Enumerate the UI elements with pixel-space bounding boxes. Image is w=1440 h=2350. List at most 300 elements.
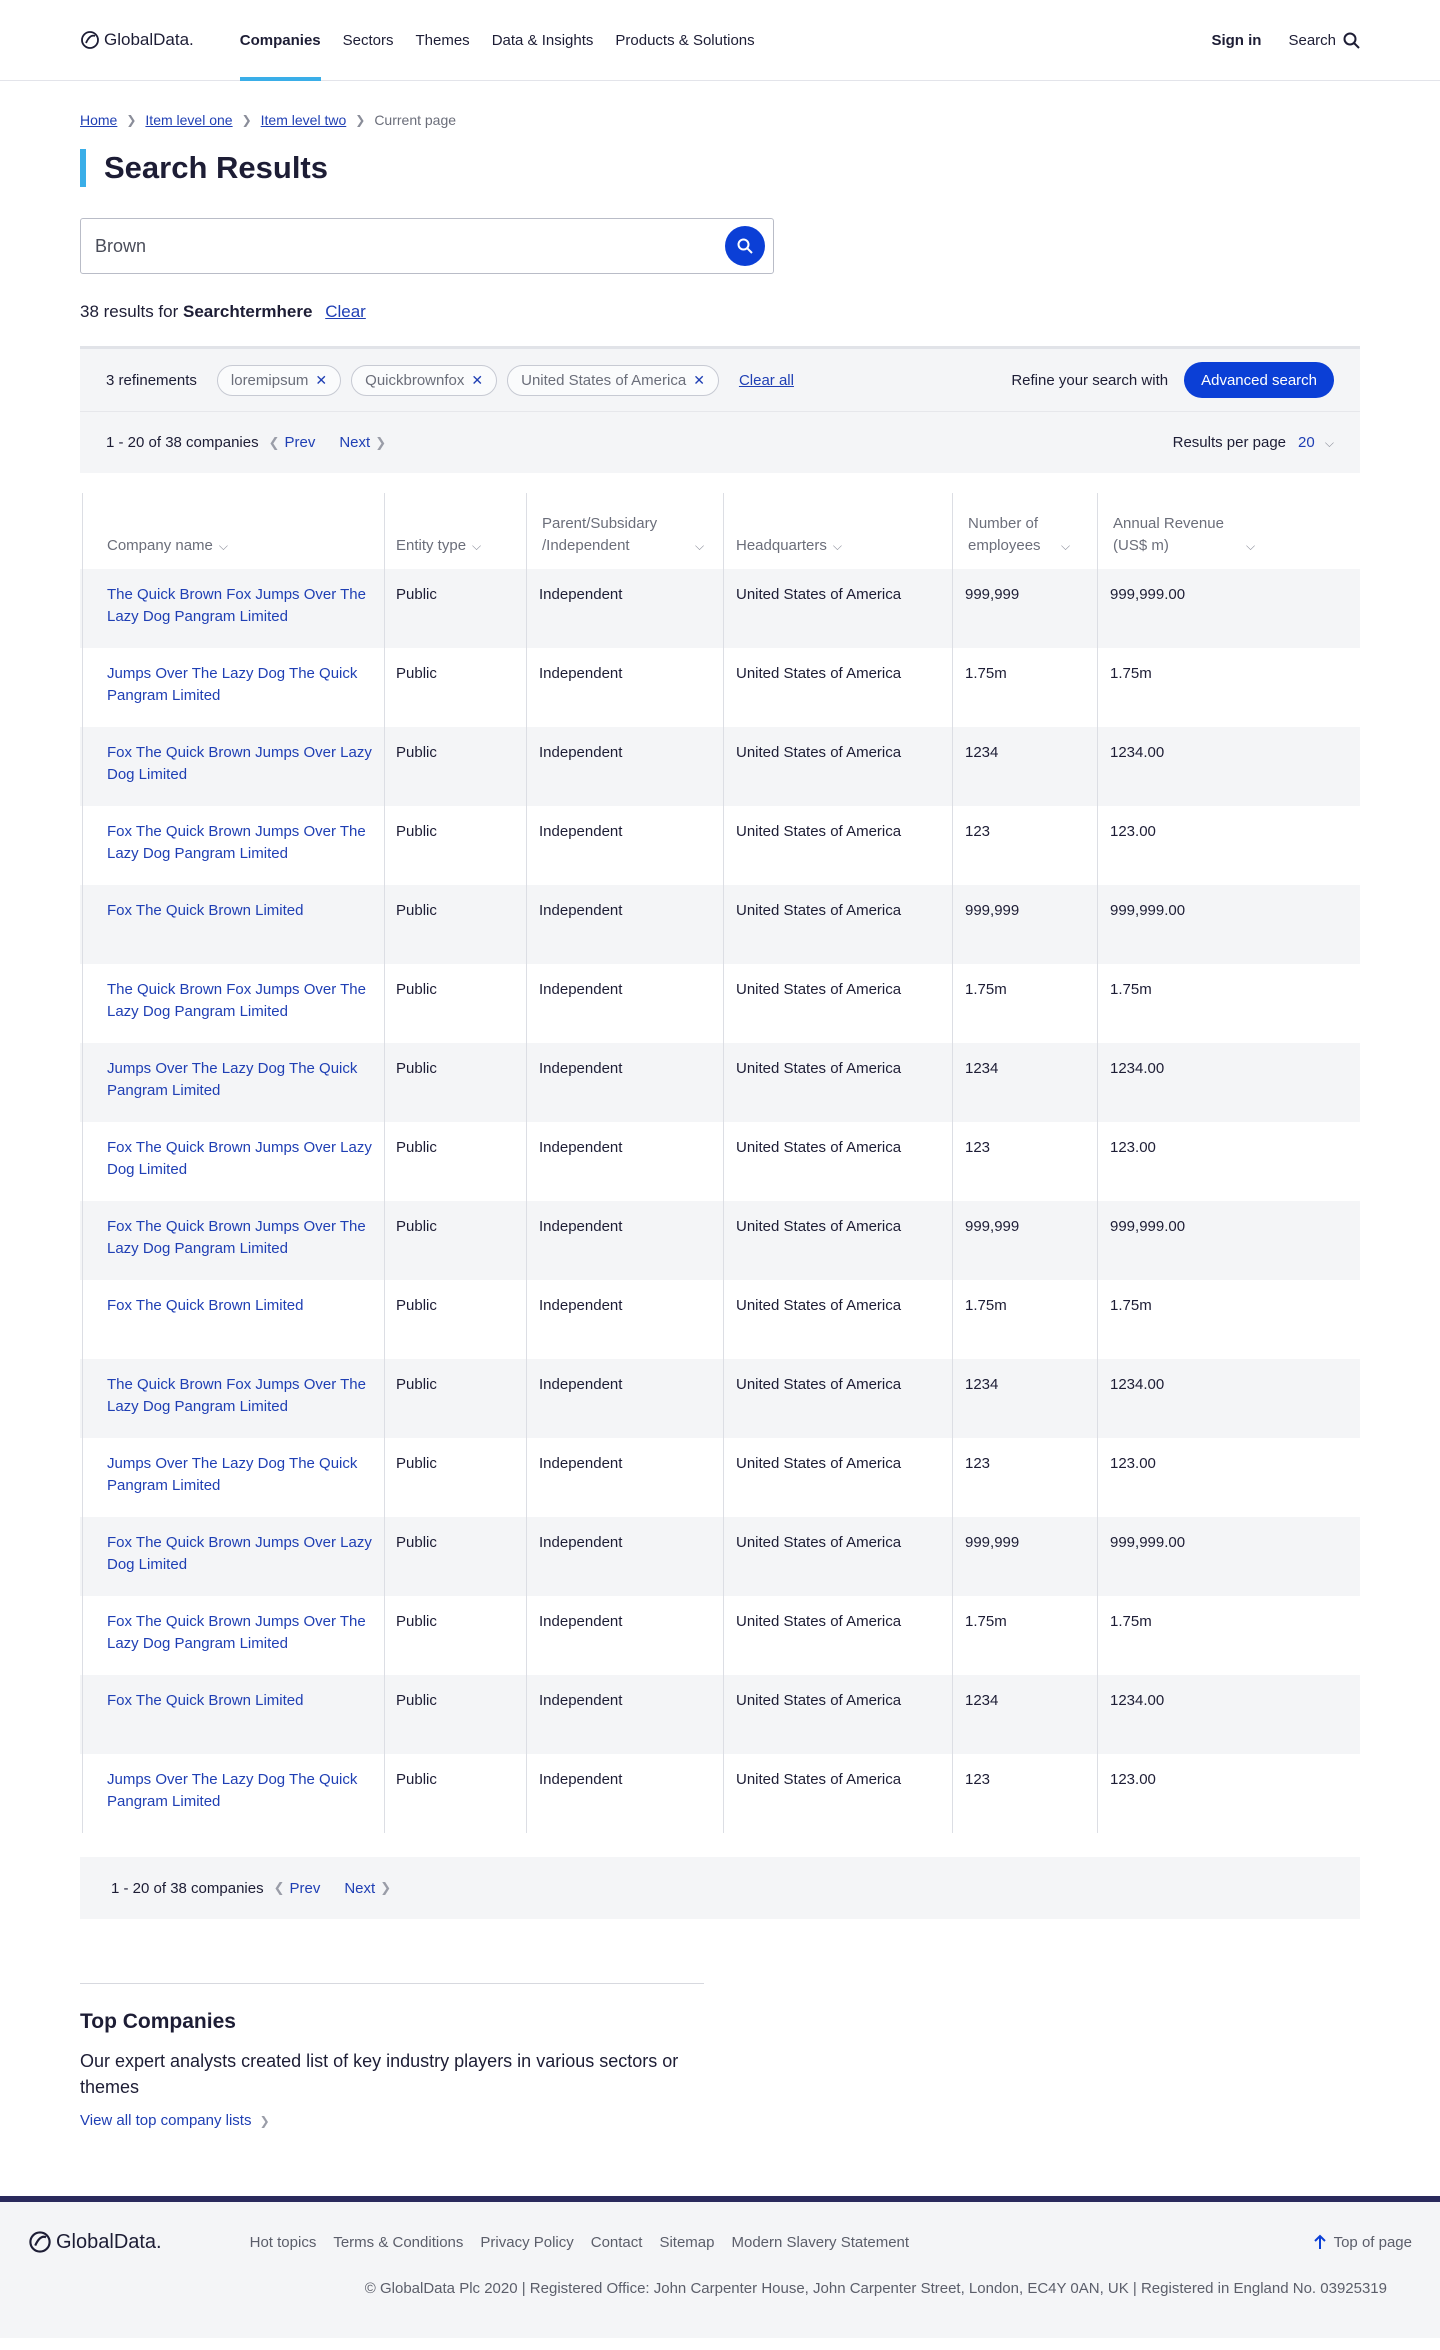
top-companies-description: Our expert analysts created list of key industry players in various sectors or themes: [80, 2051, 679, 2097]
table-cell: [1095, 1517, 1360, 1596]
footer-link-sitemap[interactable]: Sitemap: [659, 2233, 715, 2251]
table-cell: [80, 885, 382, 964]
th-label: Entity type: [396, 537, 467, 554]
table-row: [80, 1201, 1360, 1280]
companies-table: [80, 493, 1360, 1833]
rpp-select[interactable]: [1298, 434, 1334, 451]
nav-themes[interactable]: Themes: [415, 31, 470, 49]
table-cell: [382, 964, 524, 1043]
employees-cell: 1.75m: [965, 1297, 1007, 1314]
table-cell: [721, 1438, 950, 1517]
entity-type-cell: Public: [396, 1455, 437, 1472]
revenue-cell: 999,999.00: [1110, 586, 1186, 603]
employees-cell: 1234: [965, 1060, 999, 1077]
view-top-companies-link[interactable]: [80, 2112, 270, 2129]
close-icon[interactable]: ✕: [471, 371, 484, 388]
entity-type-cell: Public: [396, 1771, 437, 1788]
copyright: © GlobalData Plc 2020 | Registered Office: John Carpenter House, John Carpenter Street, London, EC4Y 0AN, UK | Registered in England No. 03925319: [364, 2280, 1387, 2297]
breadcrumb: [80, 112, 1360, 128]
table-cell: [950, 727, 1095, 806]
table-cell: [1095, 806, 1360, 885]
th-employees[interactable]: [950, 493, 1095, 569]
company-name-link[interactable]: The Quick Brown Fox Jumps Over The Lazy Dog Pangram Limited: [107, 981, 366, 1020]
table-cell: [80, 1754, 382, 1833]
globaldata-logo[interactable]: [80, 30, 194, 50]
table-cell: [1095, 964, 1360, 1043]
table-cell: [721, 1122, 950, 1201]
entity-type-cell: Public: [396, 586, 437, 603]
table-cell: [524, 1280, 721, 1359]
employees-cell: 123: [965, 1455, 991, 1472]
breadcrumb-level-one[interactable]: Item level one: [145, 112, 233, 128]
pagination-bottom: [80, 1857, 1360, 1919]
employees-cell: 999,999: [965, 1534, 1020, 1551]
table-row: [80, 1754, 1360, 1833]
th-label: Annual Revenue (US$ m): [1113, 515, 1224, 554]
chip-label: Quickbrownfox: [365, 371, 465, 389]
employees-cell: 123: [965, 823, 991, 840]
table-cell: [950, 1201, 1095, 1280]
table-cell: [721, 1043, 950, 1122]
revenue-cell: 123.00: [1110, 1455, 1156, 1472]
parent-cell: Independent: [539, 1692, 623, 1709]
parent-cell: Independent: [539, 902, 623, 919]
entity-type-cell: Public: [396, 1218, 437, 1235]
table-row: [80, 727, 1360, 806]
chevron-right-icon: ❯: [259, 2114, 270, 2128]
table-cell: [80, 1517, 382, 1596]
parent-cell: Independent: [539, 1455, 623, 1472]
employees-cell: 1234: [965, 1376, 999, 1393]
employees-cell: 1234: [965, 1692, 999, 1709]
table-cell: [721, 806, 950, 885]
table-row: [80, 569, 1360, 648]
table-cell: [524, 1122, 721, 1201]
chevron-down-icon: ⌵: [1324, 436, 1334, 450]
employees-cell: 1.75m: [965, 981, 1007, 998]
refinement-chip: [507, 365, 719, 396]
breadcrumb-home[interactable]: Home: [80, 112, 118, 128]
employees-cell: 1.75m: [965, 1613, 1007, 1630]
company-name-link[interactable]: Fox The Quick Brown Jumps Over The Lazy Dog Pangram Limited: [107, 1218, 366, 1257]
table-row: [80, 806, 1360, 885]
entity-type-cell: Public: [396, 1297, 437, 1314]
table-cell: [524, 806, 721, 885]
close-icon[interactable]: ✕: [315, 371, 328, 388]
revenue-cell: 1.75m: [1110, 981, 1152, 998]
company-name-link[interactable]: Jumps Over The Lazy Dog The Quick Pangram Limited: [107, 1060, 358, 1099]
headquarters-cell: United States of America: [736, 1376, 902, 1393]
top-companies-section: [80, 1983, 704, 2130]
employees-cell: 123: [965, 1771, 991, 1788]
company-name-link[interactable]: Fox The Quick Brown Jumps Over The Lazy Dog Pangram Limited: [107, 823, 366, 862]
table-row: [80, 1517, 1360, 1596]
advanced-search-button[interactable]: Advanced search: [1184, 362, 1334, 398]
entity-type-cell: Public: [396, 1139, 437, 1156]
table-cell: [950, 1596, 1095, 1675]
company-name-link[interactable]: Jumps Over The Lazy Dog The Quick Pangram Limited: [107, 665, 358, 704]
table-cell: [1095, 885, 1360, 964]
search-input[interactable]: [95, 236, 725, 257]
table-cell: [80, 648, 382, 727]
company-name-link[interactable]: Fox The Quick Brown Jumps Over The Lazy Dog Pangram Limited: [107, 1613, 366, 1652]
table-cell: [950, 569, 1095, 648]
table-cell: [80, 964, 382, 1043]
table-cell: [382, 648, 524, 727]
search-submit-button[interactable]: [725, 226, 765, 266]
top-companies-title: Top Companies: [80, 2010, 236, 2033]
table-row: [80, 648, 1360, 727]
results-term: Searchtermhere: [183, 302, 313, 321]
table-cell: [524, 1201, 721, 1280]
parent-cell: Independent: [539, 1060, 623, 1077]
main-content: [0, 112, 1440, 2130]
entity-type-cell: Public: [396, 981, 437, 998]
table-cell: [721, 885, 950, 964]
company-name-link[interactable]: Fox The Quick Brown Jumps Over Lazy Dog Limited: [107, 744, 372, 783]
clear-search-link[interactable]: Clear: [325, 302, 366, 321]
breadcrumb-level-two[interactable]: Item level two: [260, 112, 347, 128]
globaldata-logo-icon: [28, 2230, 52, 2254]
refinements-count: 3 refinements: [106, 371, 197, 389]
prev-button[interactable]: Prev: [289, 1879, 321, 1897]
company-name-link[interactable]: Fox The Quick Brown Limited: [107, 902, 304, 919]
page-title: Search Results: [80, 149, 1360, 187]
table-cell: [382, 1043, 524, 1122]
headquarters-cell: United States of America: [736, 902, 902, 919]
table-row: [80, 964, 1360, 1043]
pagination-range: 1 - 20 of 38 companies: [111, 1879, 264, 1897]
th-annual-revenue[interactable]: [1095, 493, 1360, 569]
nav-companies[interactable]: Companies: [240, 0, 321, 81]
nav-data-insights[interactable]: Data & Insights: [491, 31, 594, 49]
table-cell: [721, 727, 950, 806]
footer-link-terms[interactable]: Terms & Conditions: [333, 2233, 464, 2251]
revenue-cell: 1.75m: [1110, 1297, 1152, 1314]
entity-type-cell: Public: [396, 1060, 437, 1077]
next-button[interactable]: Next: [344, 1879, 376, 1897]
entity-type-cell: Public: [396, 744, 437, 761]
employees-cell: 999,999: [965, 586, 1020, 603]
table-cell: [950, 1043, 1095, 1122]
employees-cell: 1234: [965, 744, 999, 761]
table-cell: [382, 569, 524, 648]
next-button[interactable]: Next: [339, 434, 371, 451]
table-cell: [524, 1675, 721, 1754]
table-cell: [950, 1517, 1095, 1596]
table-cell: [382, 885, 524, 964]
headquarters-cell: United States of America: [736, 1218, 902, 1235]
table-cell: [524, 648, 721, 727]
table-cell: [721, 1754, 950, 1833]
entity-type-cell: Public: [396, 665, 437, 682]
employees-cell: 999,999: [965, 902, 1020, 919]
table-cell: [1095, 727, 1360, 806]
table-cell: [524, 1596, 721, 1675]
table-cell: [1095, 1122, 1360, 1201]
footer-link-hot-topics[interactable]: Hot topics: [249, 2233, 317, 2251]
refinement-chip: [217, 365, 341, 396]
table-cell: [1095, 1280, 1360, 1359]
revenue-cell: 999,999.00: [1110, 1534, 1186, 1551]
table-cell: [524, 1517, 721, 1596]
th-content: [539, 513, 704, 557]
revenue-cell: 1234.00: [1110, 1692, 1165, 1709]
parent-cell: Independent: [539, 665, 623, 682]
prev-button[interactable]: Prev: [284, 434, 316, 451]
table-cell: [382, 727, 524, 806]
chevron-right-icon: ❯: [375, 434, 387, 450]
employees-cell: 1.75m: [965, 665, 1007, 682]
table-cell: [1095, 1596, 1360, 1675]
headquarters-cell: United States of America: [736, 1297, 902, 1314]
arrow-up-icon: [1313, 2234, 1327, 2250]
company-name-link[interactable]: Jumps Over The Lazy Dog The Quick Pangram Limited: [107, 1771, 358, 1810]
headquarters-cell: United States of America: [736, 744, 902, 761]
table-cell: [524, 1438, 721, 1517]
table-cell: [721, 648, 950, 727]
parent-cell: Independent: [539, 1376, 623, 1393]
table-cell: [80, 1438, 382, 1517]
main-nav: [240, 0, 777, 81]
table-cell: [950, 1675, 1095, 1754]
view-link-label: View all top company lists: [80, 2112, 252, 2129]
company-name-link[interactable]: The Quick Brown Fox Jumps Over The Lazy Dog Pangram Limited: [107, 586, 366, 625]
table-cell: [80, 1596, 382, 1675]
table-cell: [950, 1280, 1095, 1359]
close-icon[interactable]: ✕: [693, 371, 705, 388]
revenue-cell: 1.75m: [1110, 1613, 1152, 1630]
entity-type-cell: Public: [396, 1613, 437, 1630]
table-cell: [950, 1438, 1095, 1517]
chip-label: United States of America: [521, 371, 687, 389]
employees-cell: 999,999: [965, 1218, 1020, 1235]
employees-cell: 123: [965, 1139, 991, 1156]
parent-cell: Independent: [539, 1613, 623, 1630]
nav-products-solutions[interactable]: Products & Solutions: [615, 31, 755, 49]
headquarters-cell: United States of America: [736, 1139, 902, 1156]
company-name-link[interactable]: Fox The Quick Brown Jumps Over Lazy Dog Limited: [107, 1139, 372, 1178]
th-label: Company name: [107, 537, 213, 554]
table-cell: [80, 569, 382, 648]
th-label: Number of employees: [968, 515, 1041, 554]
table-cell: [382, 1359, 524, 1438]
table-cell: [382, 1675, 524, 1754]
table-cell: [721, 964, 950, 1043]
table-cell: [524, 964, 721, 1043]
headquarters-cell: United States of America: [736, 1060, 902, 1077]
table-header: [80, 493, 1360, 569]
headquarters-cell: United States of America: [736, 1692, 902, 1709]
table-row: [80, 1280, 1360, 1359]
table-cell: [524, 1043, 721, 1122]
entity-type-cell: Public: [396, 1692, 437, 1709]
table-cell: [950, 1122, 1095, 1201]
table-cell: [950, 1754, 1095, 1833]
table-cell: [1095, 1675, 1360, 1754]
table-cell: [721, 1675, 950, 1754]
table-cell: [80, 1359, 382, 1438]
headquarters-cell: United States of America: [736, 586, 902, 603]
revenue-cell: 1234.00: [1110, 1060, 1165, 1077]
table-cell: [721, 1280, 950, 1359]
headquarters-cell: United States of America: [736, 665, 902, 682]
site-footer: [0, 2196, 1440, 2338]
chevron-left-icon: ❮: [268, 434, 280, 450]
parent-cell: Independent: [539, 1297, 623, 1314]
table-cell: [80, 1122, 382, 1201]
company-name-link[interactable]: The Quick Brown Fox Jumps Over The Lazy Dog Pangram Limited: [107, 1376, 366, 1415]
table-cell: [80, 806, 382, 885]
search-icon: [737, 238, 753, 254]
chevron-down-icon: ⌵: [695, 539, 705, 553]
footer-link-contact[interactable]: Contact: [590, 2233, 643, 2251]
footer-link-privacy[interactable]: Privacy Policy: [480, 2233, 574, 2251]
table-cell: [721, 569, 950, 648]
table-cell: [382, 1122, 524, 1201]
revenue-cell: 999,999.00: [1110, 1218, 1186, 1235]
table-cell: [1095, 1359, 1360, 1438]
table-cell: [80, 1043, 382, 1122]
chip-label: loremipsum: [230, 371, 309, 389]
table-cell: [382, 1754, 524, 1833]
th-label: Headquarters: [736, 537, 827, 554]
table-cell: [950, 885, 1095, 964]
table-cell: [382, 1438, 524, 1517]
breadcrumb-current: Current page: [374, 112, 457, 128]
header-search-label: Search: [1288, 31, 1336, 49]
top-of-page-link[interactable]: [1313, 2234, 1412, 2251]
clear-all-link[interactable]: Clear all: [738, 371, 794, 389]
entity-type-cell: Public: [396, 1376, 437, 1393]
parent-cell: Independent: [539, 981, 623, 998]
table-cell: [1095, 1438, 1360, 1517]
pagination-range: 1 - 20 of 38 companies: [106, 434, 259, 451]
sign-in-link[interactable]: Sign in: [1211, 31, 1262, 49]
chevron-down-icon: ⌵: [832, 539, 842, 553]
chevron-down-icon: ⌵: [1246, 539, 1256, 553]
th-company-name[interactable]: [80, 493, 382, 569]
parent-cell: Independent: [539, 1534, 623, 1551]
results-per-page: [1173, 434, 1334, 451]
header-search-button[interactable]: [1288, 32, 1360, 49]
footer-link-modern-slavery[interactable]: Modern Slavery Statement: [731, 2233, 910, 2251]
th-label: Parent/Subsidary /Independent: [542, 515, 658, 554]
th-parent-subsidiary[interactable]: [524, 493, 721, 569]
headquarters-cell: United States of America: [736, 1613, 902, 1630]
table-row: [80, 1596, 1360, 1675]
headquarters-cell: United States of America: [736, 823, 902, 840]
parent-cell: Independent: [539, 1771, 623, 1788]
company-name-link[interactable]: Jumps Over The Lazy Dog The Quick Pangram Limited: [107, 1455, 358, 1494]
refinements-bar: [80, 346, 1360, 411]
table-cell: [382, 1517, 524, 1596]
parent-cell: Independent: [539, 744, 623, 761]
table-cell: [721, 1596, 950, 1675]
table-cell: [80, 1201, 382, 1280]
table-cell: [524, 885, 721, 964]
headquarters-cell: United States of America: [736, 981, 902, 998]
entity-type-cell: Public: [396, 823, 437, 840]
table-cell: [950, 806, 1095, 885]
pagination-top: [80, 411, 1360, 473]
table-cell: [1095, 1201, 1360, 1280]
table-cell: [950, 1359, 1095, 1438]
headquarters-cell: United States of America: [736, 1534, 902, 1551]
chevron-right-icon: ❯: [380, 1880, 392, 1895]
refine-actions: [1011, 362, 1334, 398]
revenue-cell: 1.75m: [1110, 665, 1152, 682]
table-cell: [80, 1280, 382, 1359]
search-icon: [1343, 32, 1360, 49]
headquarters-cell: United States of America: [736, 1455, 902, 1472]
chevron-right-icon: ❯: [355, 113, 366, 127]
entity-type-cell: Public: [396, 902, 437, 919]
logo-text: GlobalData.: [104, 30, 194, 49]
table-cell: [1095, 648, 1360, 727]
table-body: [80, 569, 1360, 1833]
rpp-value: 20: [1298, 434, 1315, 451]
parent-cell: Independent: [539, 1218, 623, 1235]
search-box: [80, 218, 774, 274]
parent-cell: Independent: [539, 823, 623, 840]
table-cell: [382, 1201, 524, 1280]
th-entity-type[interactable]: [382, 493, 524, 569]
revenue-cell: 123.00: [1110, 1139, 1156, 1156]
table-cell: [524, 1754, 721, 1833]
th-headquarters[interactable]: [721, 493, 950, 569]
revenue-cell: 1234.00: [1110, 1376, 1165, 1393]
table-row: [80, 885, 1360, 964]
parent-cell: Independent: [539, 1139, 623, 1156]
table-cell: [721, 1359, 950, 1438]
globaldata-logo-icon: [80, 30, 100, 50]
site-header: [0, 0, 1440, 81]
table-cell: [950, 648, 1095, 727]
table-cell: [1095, 1754, 1360, 1833]
chevron-down-icon: ⌵: [1061, 539, 1071, 553]
table-row: [80, 1359, 1360, 1438]
footer-logo[interactable]: [28, 2230, 162, 2254]
table-row: [80, 1043, 1360, 1122]
chevron-down-icon: ⌵: [472, 539, 482, 553]
footer-row: [0, 2202, 1440, 2282]
table-cell: [950, 964, 1095, 1043]
chevron-right-icon: ❯: [241, 113, 252, 127]
table-cell: [382, 1280, 524, 1359]
results-count: 38 results for: [80, 302, 179, 321]
table-cell: [721, 1201, 950, 1280]
table-cell: [80, 1675, 382, 1754]
footer-links: [250, 2234, 909, 2251]
table-cell: [80, 727, 382, 806]
company-name-link[interactable]: Fox The Quick Brown Limited: [107, 1297, 304, 1314]
headquarters-cell: United States of America: [736, 1771, 902, 1788]
nav-sectors[interactable]: Sectors: [342, 31, 394, 49]
company-name-link[interactable]: Fox The Quick Brown Limited: [107, 1692, 304, 1709]
parent-cell: Independent: [539, 586, 623, 603]
entity-type-cell: Public: [396, 1534, 437, 1551]
top-of-page-label: Top of page: [1333, 2233, 1412, 2251]
rpp-label: Results per page: [1172, 434, 1287, 451]
table-cell: [524, 569, 721, 648]
revenue-cell: 123.00: [1110, 823, 1156, 840]
company-name-link[interactable]: Fox The Quick Brown Jumps Over Lazy Dog Limited: [107, 1534, 372, 1573]
results-summary: [80, 302, 1360, 322]
revenue-cell: 999,999.00: [1110, 902, 1186, 919]
table-cell: [382, 806, 524, 885]
chevron-right-icon: ❯: [126, 113, 137, 127]
